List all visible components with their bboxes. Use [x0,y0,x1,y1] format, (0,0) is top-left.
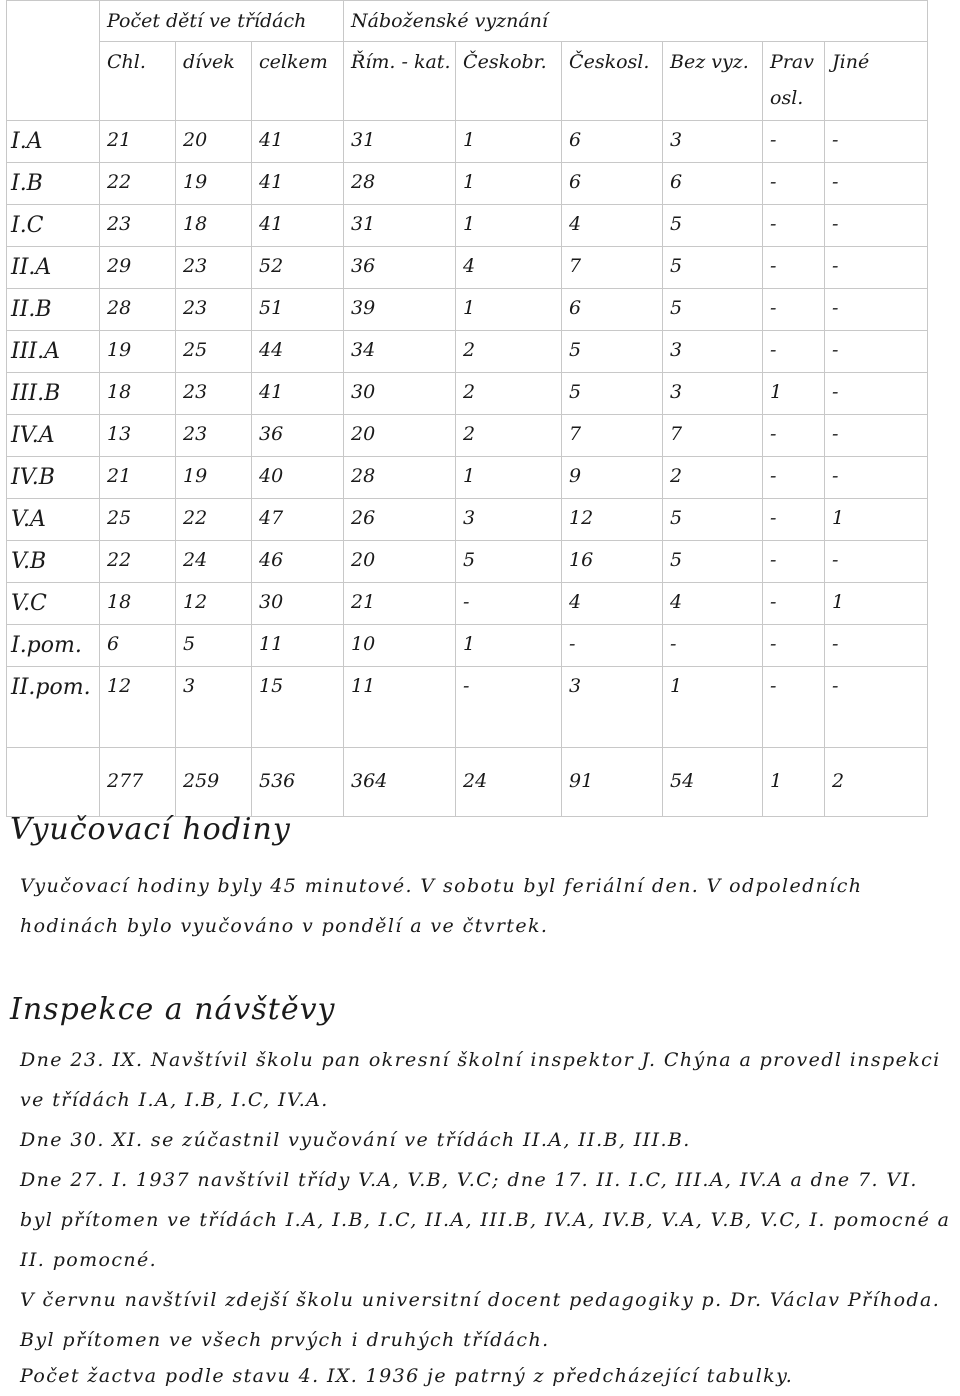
table-cell: 19 [100,331,176,373]
table-row [7,625,928,667]
table-cell: - [763,415,825,457]
table-cell: - [456,583,562,625]
table-cell: 6 [562,121,663,163]
table-cell: 18 [100,373,176,415]
table-cell: 1 [456,163,562,205]
table-cell: 20 [176,121,252,163]
table-cell: 19 [176,163,252,205]
religion-group-header: Náboženské vyznání [344,1,928,42]
table-cell: 2 [456,331,562,373]
table-cell: - [763,499,825,541]
table-cell: - [763,541,825,583]
total-cell: 2 [825,748,928,817]
table-cell: 28 [344,163,456,205]
table-cell: 1 [763,373,825,415]
table-cell: 12 [100,667,176,748]
table-cell: 11 [344,667,456,748]
row-label: II.pom. [7,667,100,748]
column-header: Pravosl. [763,42,825,121]
table-cell: 34 [344,331,456,373]
table-cell: 11 [252,625,344,667]
table-cell: 4 [663,583,763,625]
table-row [7,163,928,205]
table-cell: 51 [252,289,344,331]
table-cell: - [825,373,928,415]
table-cell: 41 [252,205,344,247]
row-label: I.pom. [7,625,100,667]
table-cell: - [763,247,825,289]
column-header: Řím. - kat. [344,42,456,121]
table-cell: - [763,163,825,205]
table-cell: 30 [344,373,456,415]
table-cell: 22 [100,541,176,583]
inspection-paragraph-3: Dne 27. I. 1937 navštívil třídy V.A, V.B, V.C; dne 17. II. I.C, III.A, IV.A a dne 7. VI. byl přítomen ve třídách I.A, I.B, I.C, II.A, III.B, IV.A, IV.B, V.A, V.B, V.C, I. pomocné a II. pomocné. [20,1169,951,1271]
table-cell: 4 [456,247,562,289]
table-cell: 3 [456,499,562,541]
column-header: Bez vyz. [663,42,763,121]
table-cell: - [825,457,928,499]
table-cell: 6 [663,163,763,205]
table-cell: 23 [176,415,252,457]
table-cell: 4 [562,583,663,625]
table-cell: 44 [252,331,344,373]
table-cell: 5 [562,373,663,415]
table-cell: 16 [562,541,663,583]
table-cell: 21 [344,583,456,625]
table-cell: 23 [176,373,252,415]
row-label: III.A [7,331,100,373]
table-cell: - [562,625,663,667]
table-cell: 40 [252,457,344,499]
table-cell: - [825,247,928,289]
table-cell: 20 [344,415,456,457]
table-cell: 46 [252,541,344,583]
table-cell: 2 [663,457,763,499]
column-header: dívek [176,42,252,121]
table-cell: 5 [663,247,763,289]
table-cell: 3 [663,373,763,415]
total-cell: 91 [562,748,663,817]
table-cell: 23 [100,205,176,247]
table-cell: 52 [252,247,344,289]
column-header: celkem [252,42,344,121]
inspection-paragraph-2: Dne 30. XI. se zúčastnil vyučování ve třídách II.A, II.B, III.B. [20,1129,691,1151]
table-row [7,331,928,373]
table-cell: - [825,625,928,667]
row-label: I.C [7,205,100,247]
table-cell: 21 [100,457,176,499]
table-cell: - [825,289,928,331]
table-cell: 22 [176,499,252,541]
table-cell: 13 [100,415,176,457]
table-row [7,205,928,247]
table-cell: - [825,121,928,163]
table-row [7,289,928,331]
table-cell: 3 [176,667,252,748]
table-cell: 1 [663,667,763,748]
row-label: V.B [7,541,100,583]
table-cell: 5 [456,541,562,583]
total-cell: 364 [344,748,456,817]
table-cell: 1 [456,205,562,247]
table-cell: 7 [663,415,763,457]
table-cell: 36 [344,247,456,289]
table-cell: - [825,205,928,247]
table-cell: - [456,667,562,748]
row-label: IV.A [7,415,100,457]
table-cell: 3 [562,667,663,748]
inspection-paragraph-4: V červnu navštívil zdejší školu universitní docent pedagogiky p. Dr. Václav Příhoda. [20,1289,941,1311]
table-cell: 3 [663,331,763,373]
table-cell: 31 [344,205,456,247]
table-cell: 36 [252,415,344,457]
table-cell: 5 [562,331,663,373]
table-cell: 21 [100,121,176,163]
table-cell: 1 [456,457,562,499]
table-cell: 3 [663,121,763,163]
totals-row [7,748,928,817]
table-cell: 47 [252,499,344,541]
total-cell: 24 [456,748,562,817]
table-row [7,415,928,457]
children-group-header: Počet dětí ve třídách [100,1,344,42]
table-row [7,667,928,748]
table-cell: 41 [252,373,344,415]
table-cell: 28 [344,457,456,499]
total-cell: 54 [663,748,763,817]
table-cell: 29 [100,247,176,289]
table-cell: 22 [100,163,176,205]
column-header: Chl. [100,42,176,121]
table-cell: 25 [100,499,176,541]
row-label: V.A [7,499,100,541]
table-cell: - [763,625,825,667]
table-cell: - [763,667,825,748]
table-row [7,457,928,499]
table-row [7,499,928,541]
lessons-paragraph: Vyučovací hodiny byly 45 minutové. V sobotu byl feriální den. V odpoledních hodinách bylo vyučováno v pondělí a ve čtvrtek. [20,875,863,937]
table-cell: 5 [663,289,763,331]
table-cell: 31 [344,121,456,163]
table-cell: 18 [100,583,176,625]
table-cell: 15 [252,667,344,748]
table-cell: - [763,583,825,625]
inspection-paragraph-5: Byl přítomen ve všech prvých i druhých třídách. [20,1329,550,1351]
table-cell: 24 [176,541,252,583]
table-cell: 12 [562,499,663,541]
table-cell: 2 [456,373,562,415]
row-label: IV.B [7,457,100,499]
table-cell: 4 [562,205,663,247]
table-cell: 9 [562,457,663,499]
corner-cell [7,1,100,121]
table-cell: - [763,289,825,331]
table-cell: 7 [562,415,663,457]
row-label: I.B [7,163,100,205]
table-cell: 23 [176,289,252,331]
table-cell: - [825,331,928,373]
total-cell: 1 [763,748,825,817]
table-cell: 5 [663,541,763,583]
table-cell: 26 [344,499,456,541]
row-label: II.B [7,289,100,331]
row-label: I.A [7,121,100,163]
total-cell: 259 [176,748,252,817]
class-statistics-table [6,0,928,817]
table-cell: 6 [100,625,176,667]
table-row [7,583,928,625]
table-cell: 41 [252,163,344,205]
column-header: Jiné [825,42,928,121]
table-row [7,247,928,289]
table-cell: - [763,331,825,373]
inspection-paragraph-1: Dne 23. IX. Navštívil školu pan okresní školní inspektor J. Chýna a provedl inspekci ve třídách I.A, I.B, I.C, IV.A. [20,1049,941,1111]
table-cell: 20 [344,541,456,583]
table-cell: - [825,415,928,457]
column-header: Českosl. [562,42,663,121]
table-cell: 18 [176,205,252,247]
table-cell: 1 [456,121,562,163]
table-cell: 7 [562,247,663,289]
table-cell: 6 [562,163,663,205]
row-label: V.C [7,583,100,625]
table-cell: 39 [344,289,456,331]
table-cell: 23 [176,247,252,289]
inspection-paragraph-6: Počet žactva podle stavu 4. IX. 1936 je patrný z předcházející tabulky. [20,1365,794,1387]
table-cell: 25 [176,331,252,373]
table-cell: 5 [663,499,763,541]
table-cell: - [763,457,825,499]
table-cell: 30 [252,583,344,625]
row-label: III.B [7,373,100,415]
totals-label-cell [7,748,100,817]
table-cell: 2 [456,415,562,457]
table-cell: 41 [252,121,344,163]
section-heading-lessons: Vyučovací hodiny [10,812,291,847]
table-cell: - [825,667,928,748]
section-heading-inspections: Inspekce a návštěvy [10,992,336,1027]
table-cell: 10 [344,625,456,667]
table-row [7,373,928,415]
table-cell: 1 [825,499,928,541]
table-cell: - [825,163,928,205]
table-cell: 6 [562,289,663,331]
table-cell: - [825,541,928,583]
table-cell: 5 [663,205,763,247]
table-cell: 12 [176,583,252,625]
total-cell: 536 [252,748,344,817]
table-cell: - [763,205,825,247]
table-cell: 1 [456,289,562,331]
total-cell: 277 [100,748,176,817]
row-label: II.A [7,247,100,289]
table-cell: 28 [100,289,176,331]
column-header: Českobr. [456,42,562,121]
table-cell: 1 [825,583,928,625]
table-row [7,541,928,583]
table-cell: 1 [456,625,562,667]
table-cell: 19 [176,457,252,499]
table-cell: 5 [176,625,252,667]
table-cell: - [763,121,825,163]
table-cell: - [663,625,763,667]
table-row [7,121,928,163]
